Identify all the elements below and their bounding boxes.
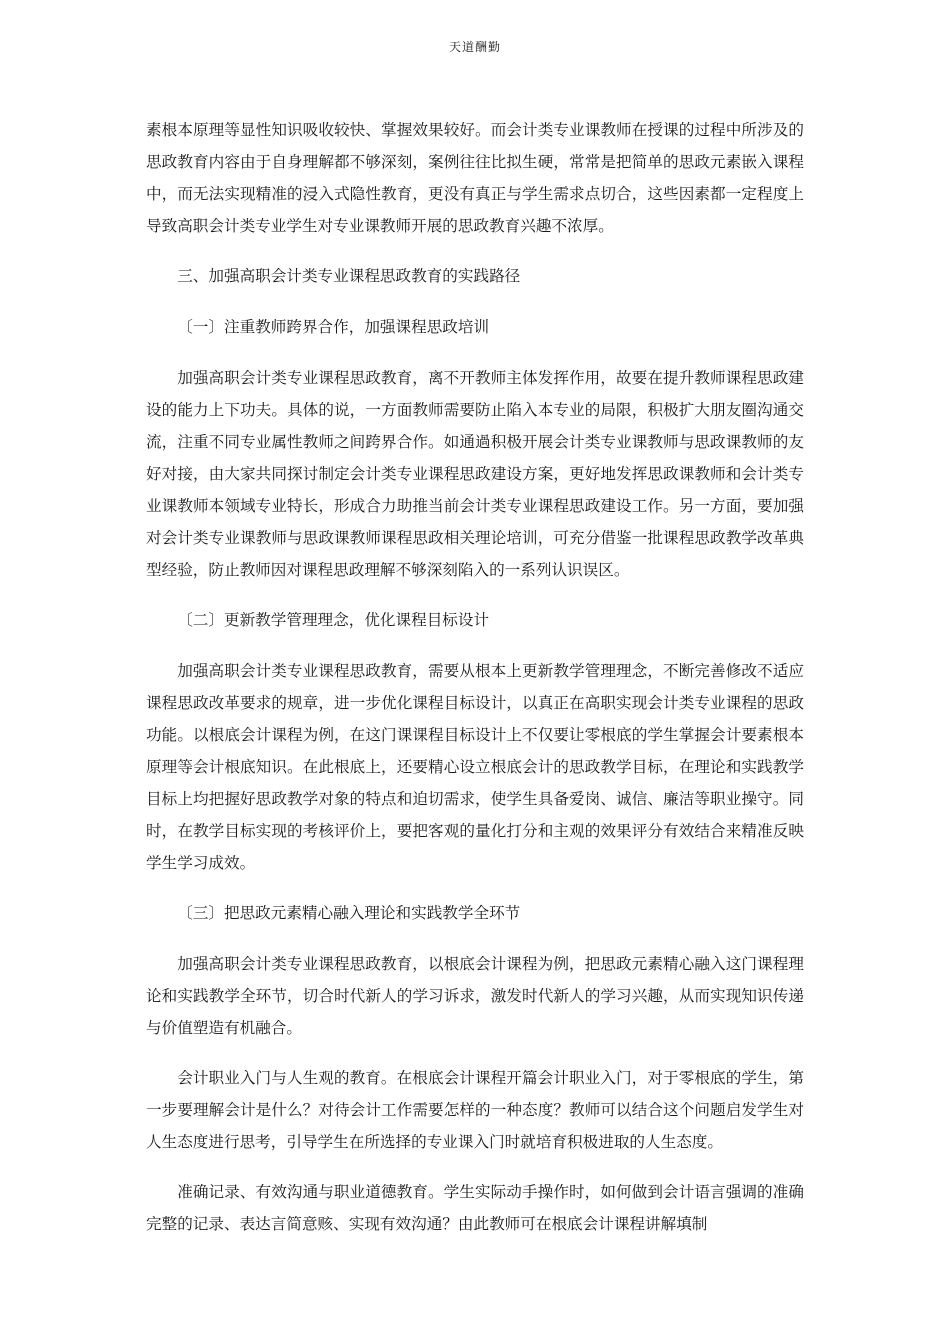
paragraph-continuation: 素根本原理等显性知识吸收较快、掌握效果较好。而会计类专业课教师在授课的过程中所涉及的思政教育内容由于自身理解都不够深刻，案例往往比拟生硬，常常是把简单的思政元素嵌入课程中，而无法实现精准的浸入式隐性教育，更没有真正与学生需求点切合，这些因素都一定程度上导致高职会计类专业学生对专业课教师开展的思政教育兴趣不浓厚。 — [146, 121, 804, 235]
paragraph: 加强高职会计类专业课程思政教育，需要从根本上更新教学管理理念，不断完善修改不适应课程思政改革要求的规章，进一步优化课程目标设计，以真正在高职实现会计类专业课程的思政功能。以根底会计课程为例，在这门课课程目标设计上不仅要让零根底的学生掌握会计要素根本原理等会计根底知识。在此根底上，还要精心设立根底会计的思政教学目标，在理论和实践教学目标上均把握好思政教学对象的特点和迫切需求，使学生具备爱岗、诚信、廉洁等职业操守。同时，在教学目标实现的考核评价上，要把客观的量化打分和主观的效果评分有效结合来精准反映学生学习成效。 — [146, 662, 804, 872]
paragraph: 加强高职会计类专业课程思政教育，以根底会计课程为例，把思政元素精心融入这门课程理论和实践教学全环节，切合时代新人的学习诉求，激发时代新人的学习兴趣，从而实现知识传递与价值塑造有机融合。 — [146, 955, 804, 1037]
paragraph: 加强高职会计类专业课程思政教育，离不开教师主体发挥作用，故要在提升教师课程思政建设的能力上下功夫。具体的说，一方面教师需要防止陷入本专业的局限，积极扩大朋友圈沟通交流，注重不同专业属性教师之间跨界合作。如通過积极开展会计类专业课教师与思政课教师的友好对接，由大家共同探讨制定会计类专业课程思政建设方案，更好地发挥思政课教师和会计类专业课教师本领域专业特长，形成合力助推当前会计类专业课程思政建设工作。另一方面，要加强对会计类专业课教师与思政课教师课程思政相关理论培训，可充分借鉴一批课程思政教学改革典型经验，防止教师因对课程思政理解不够深刻陷入的一系列认识误区。 — [146, 369, 804, 579]
page-header: 天道酬勤 — [448, 40, 501, 54]
section-heading: 三、加强高职会计类专业课程思政教育的实践路径 — [177, 267, 521, 285]
subsection-heading-3: 〔三〕把思政元素精心融入理论和实践教学全环节 — [177, 904, 521, 922]
paragraph: 准确记录、有效沟通与职业道德教育。学生实际动手操作时，如何做到会计语言强调的准确完整的记录、表达言简意赅、实现有效沟通？由此教师可在根底会计课程讲解填制 — [146, 1183, 804, 1233]
subsection-heading-2: 〔二〕更新教学管理理念，优化课程目标设计 — [177, 611, 490, 629]
subsection-heading-1: 〔一〕注重教师跨界合作，加强课程思政培训 — [177, 318, 490, 336]
document-body — [146, 114, 804, 1258]
paragraph: 会计职业入门与人生观的教育。在根底会计课程开篇会计职业入门，对于零根底的学生，第一步要理解会计是什么？对待会计工作需要怎样的一种态度？教师可以结合这个问题启发学生对人生态度进行思考，引导学生在所选择的专业课入门时就培育积极进取的人生态度。 — [146, 1069, 804, 1151]
